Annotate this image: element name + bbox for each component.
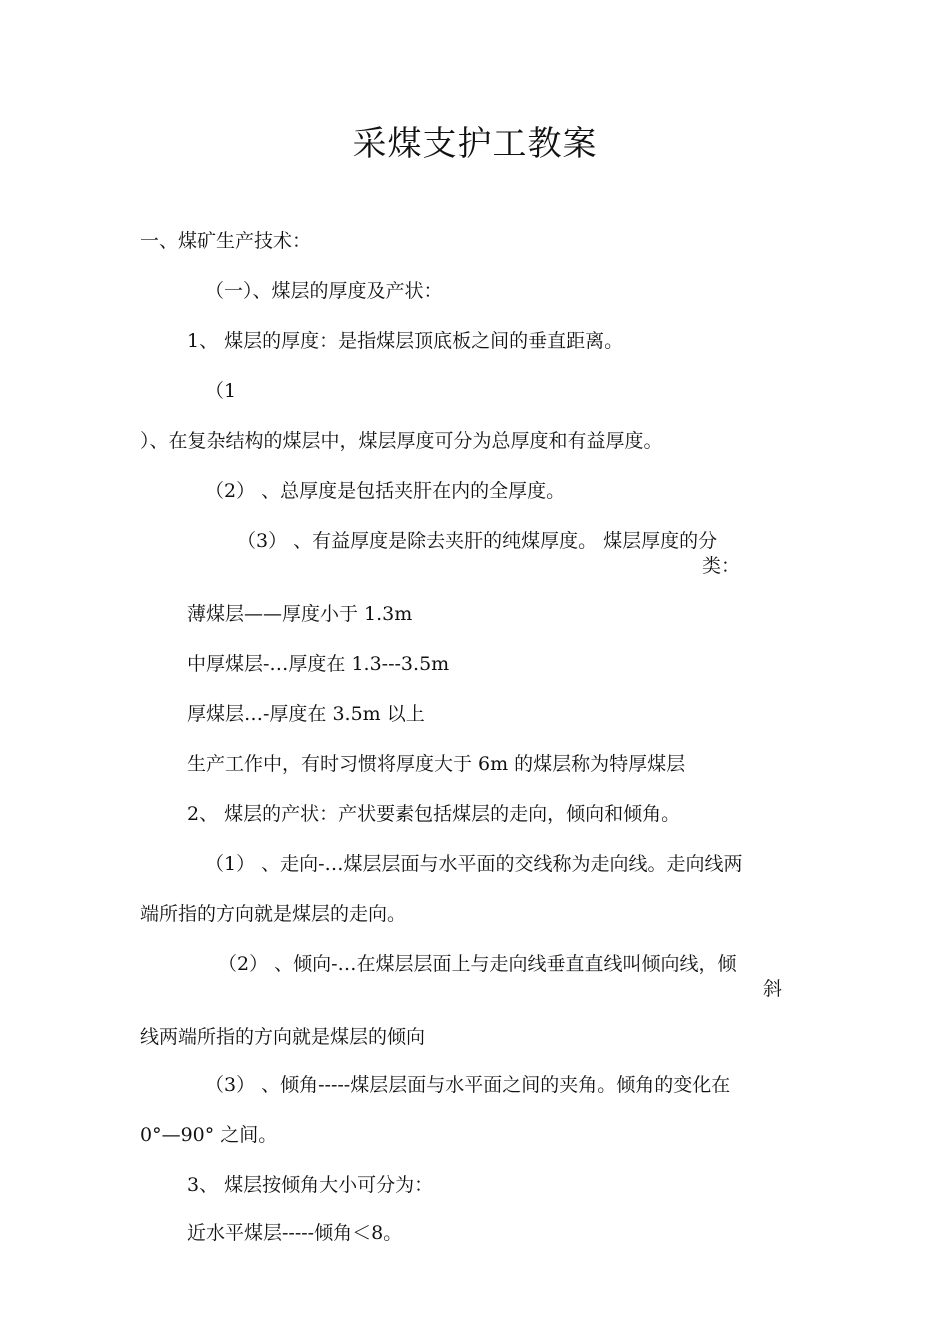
paragraph-line: 1、 煤层的厚度：是指煤层顶底板之间的垂直距离。 (187, 330, 624, 352)
paragraph-line: 线两端所指的方向就是煤层的倾向 (140, 1026, 426, 1048)
list-item: 厚煤层…-厚度在 3.5m 以上 (187, 703, 425, 725)
list-item: 近水平煤层-----倾角＜8。 (187, 1222, 403, 1244)
paragraph-line: ）、在复杂结构的煤层中，煤层厚度可分为总厚度和有益厚度。 (140, 430, 663, 452)
paragraph-line: 2、 煤层的产状：产状要素包括煤层的走向，倾向和倾角。 (187, 803, 681, 825)
paragraph-line: 3、 煤层按倾角大小可分为： (187, 1174, 434, 1196)
paragraph-line-wrap: 斜 (762, 978, 782, 1000)
document-title: 采煤支护工教案 (352, 124, 598, 164)
list-item: 薄煤层——厚度小于 1.3m (187, 603, 413, 625)
paragraph-line: （1） 、走向-…煤层层面与水平面的交线称为走向线。走向线两 (205, 853, 743, 875)
paragraph-line: （2） 、总厚度是包括夹肝在内的全厚度。 (205, 480, 566, 502)
paragraph-line: （3） 、有益厚度是除去夹肝的纯煤厚度。 煤层厚度的分 (237, 530, 718, 552)
paragraph-line: （1 (205, 380, 237, 402)
section-heading: 一、煤矿生产技术： (140, 230, 312, 252)
paragraph-line: （3） 、倾角-----煤层层面与水平面之间的夹角。倾角的变化在 (205, 1074, 731, 1096)
subsection-heading: （一）、煤层的厚度及产状： (205, 280, 443, 302)
paragraph-line: 0°—90° 之间。 (140, 1124, 278, 1146)
paragraph-line: 生产工作中，有时习惯将厚度大于 6m 的煤层称为特厚煤层 (187, 753, 686, 775)
paragraph-line-wrap: 类： (701, 555, 740, 577)
paragraph-line: （2） 、倾向-…在煤层层面上与走向线垂直直线叫倾向线，倾 (218, 953, 737, 975)
paragraph-line: 端所指的方向就是煤层的走向。 (140, 903, 407, 925)
list-item: 中厚煤层-…厚度在 1.3---3.5m (187, 653, 450, 675)
